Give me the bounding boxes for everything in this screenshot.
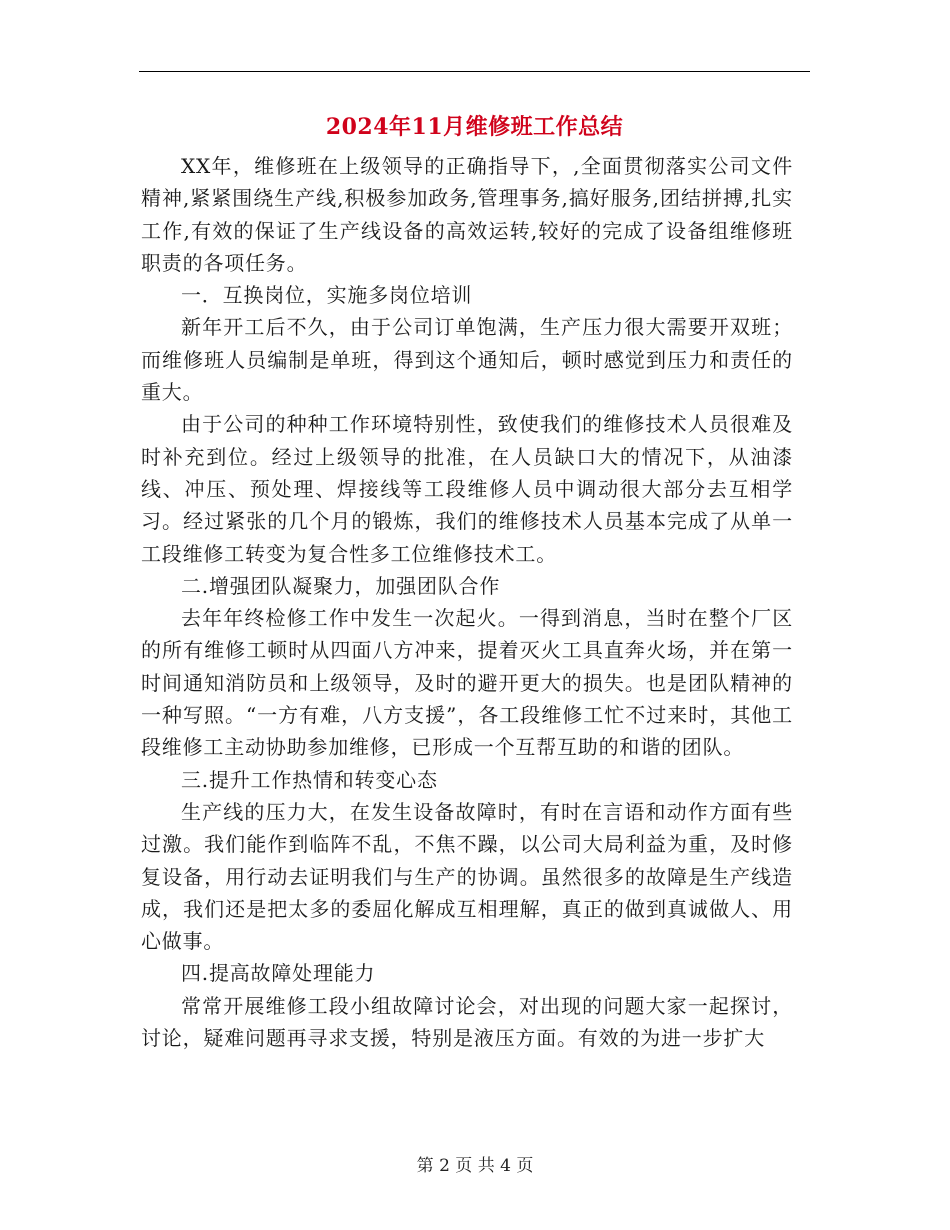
section-heading-2: 二.增强团队凝聚力，加强团队合作 (181, 573, 501, 598)
header-rule (139, 71, 810, 72)
page-number-footer: 第 2 页 共 4 页 (416, 1156, 534, 1176)
section-heading-3: 三.提升工作热情和转变心态 (181, 767, 438, 792)
paragraph: 生产线的压力大，在发生设备故障时，有时在言语和动作方面有些过激。我们能作到临阵不乱，不焦不躁，以公司大局利益为重，及时修复设备，用行动去证明我们与生产的协调。虽然很多的故障是生产线造成，我们还是把太多的委屈化解成互相理解，真正的做到真诚做人、用心做事。 (141, 799, 793, 954)
paragraph: 去年年终检修工作中发生一次起火。一得到消息，当时在整个厂区的所有维修工顿时从四面八方冲来，提着灭火工具直奔火场，并在第一时间通知消防员和上级领导，及时的避开更大的损失。也是团队精神的一种写照。“一方有难，八方支援”，各工段维修工忙不过来时，其他工段维修工主动协助参加维修，已形成一个互帮互助的和谐的团队。 (141, 606, 793, 760)
document-title: 2024年11月维修班工作总结 (325, 114, 624, 140)
paragraph: 常常开展维修工段小组故障讨论会，对出现的问题大家一起探讨，讨论，疑难问题再寻求支援，特别是液压方面。有效的为进一步扩大 (141, 993, 793, 1051)
paragraph: 由于公司的种种工作环境特别性，致使我们的维修技术人员很难及时补充到位。经过上级领导的批准，在人员缺口大的情况下，从油漆线、冲压、预处理、焊接线等工段维修人员中调动很大部分去互相学习。经过紧张的几个月的锻炼，我们的维修技术人员基本完成了从单一工段维修工转变为复合性多工位维修技术工。 (141, 412, 793, 566)
section-heading-1: 一．互换岗位，实施多岗位培训 (181, 283, 473, 308)
paragraph-intro: XX年，维修班在上级领导的正确指导下，,全面贯彻落实公司文件精神,紧紧围绕生产线,积极参加政务,管理事务,搞好服务,团结拼搏,扎实工作,有效的保证了生产线设备的高效运转,较好的完成了设备组维修班职责的各项任务。 (141, 154, 793, 275)
document-body (141, 150, 793, 1054)
section-heading-4: 四.提高故障处理能力 (181, 961, 376, 986)
paragraph: 新年开工后不久，由于公司订单饱满，生产压力很大需要开双班；而维修班人员编制是单班，得到这个通知后，顿时感觉到压力和责任的重大。 (141, 315, 793, 405)
